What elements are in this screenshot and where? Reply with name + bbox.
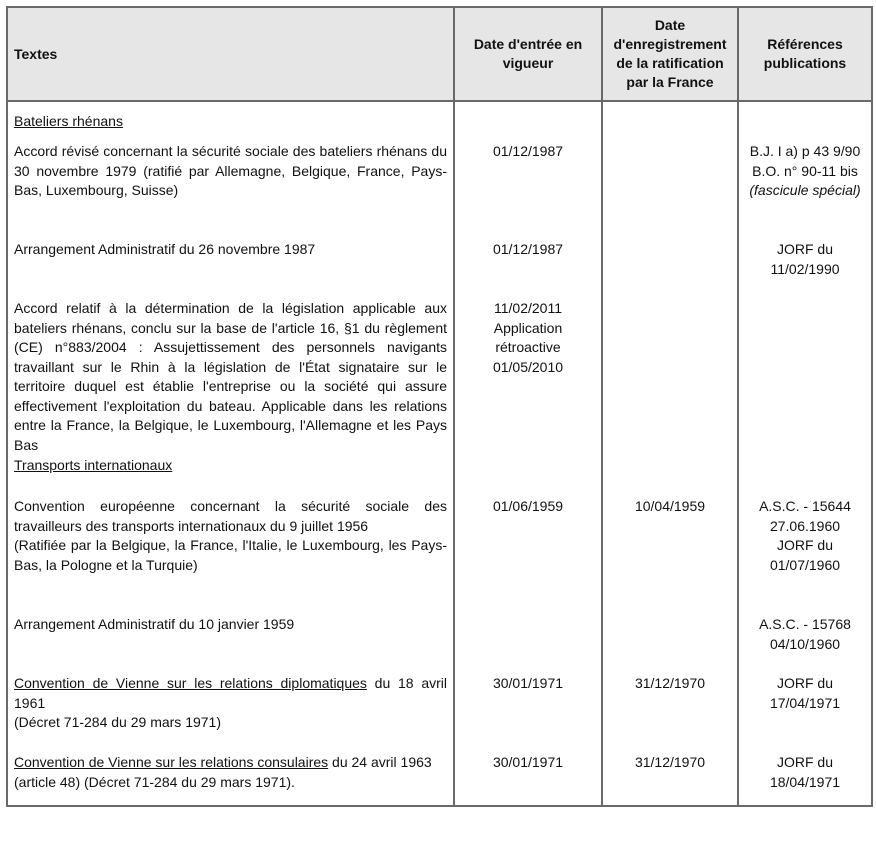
row-ratification-date: 31/12/1970 — [634, 675, 706, 691]
header-entry-date: Date d'entrée en vigueur — [454, 7, 602, 101]
row-reference: 17/04/1971 — [769, 694, 841, 711]
convention-diplomatic-link[interactable]: Convention de Vienne sur les relations diplomatiques — [14, 675, 367, 691]
table-row — [7, 299, 872, 456]
row-reference: JORF du — [776, 537, 833, 553]
row-entry-date: 01/12/1987 — [492, 241, 564, 257]
row-reference: 01/07/1960 — [769, 556, 841, 573]
row-reference: 11/02/1990 — [770, 260, 840, 277]
row-text-note: (Décret 71-284 du 29 mars 1971) — [14, 714, 221, 730]
convention-consular-link[interactable]: Convention de Vienne sur les relations consulaires — [14, 754, 329, 770]
row-reference: A.S.C. - 15768 — [759, 616, 851, 632]
row-entry-date: 01/06/1959 — [492, 498, 564, 514]
row-entry-date: 30/01/1971 — [492, 675, 564, 691]
section-title-rhine: Bateliers rhénans — [14, 113, 123, 129]
row-reference: B.J. I a) p 43 9/90 — [749, 143, 861, 159]
row-text: Convention européenne concernant la sécurité sociale des travailleurs des transports internationaux du 9 juillet 1956 — [14, 498, 447, 534]
table-header — [7, 7, 872, 101]
treaties-table — [6, 6, 873, 807]
table-row — [7, 240, 872, 299]
row-reference: 27.06.1960 — [769, 517, 841, 534]
table-row — [7, 753, 872, 806]
section-row — [7, 456, 872, 497]
row-reference: (fascicule spécial) — [749, 182, 861, 198]
section-row — [7, 101, 872, 142]
row-ratification-date: 10/04/1959 — [634, 498, 706, 514]
header-texts: Textes — [7, 7, 454, 101]
header-references: Références publications — [738, 7, 872, 101]
row-text-note: (Ratifiée par la Belgique, la France, l'Italie, le Luxembourg, les Pays-Bas, la Pologne et la Turquie) — [14, 537, 447, 573]
table-row — [7, 497, 872, 615]
row-reference: 04/10/1960 — [769, 635, 841, 652]
row-entry-date: 30/01/1971 — [492, 754, 564, 770]
table-row — [7, 674, 872, 753]
row-reference: JORF du — [776, 675, 833, 691]
row-text: Accord relatif à la détermination de la législation applicable aux bateliers rhénans, conclu sur la base de l'article 16, §1 du règlement (CE) n°883/2004 : Assujettissement des personnels navigants travaillant sur le Rhin à la législation de l'État signataire sur le territoire duquel est établie l'entreprise ou la société qui assure effectivement l'exploitation du bateau. Applicable dans les relations entre la France, la Belgique, le Luxembourg, l'Allemagne et les Pays Bas — [14, 300, 447, 453]
row-text: Arrangement Administratif du 26 novembre 1987 — [14, 241, 316, 257]
row-entry-note: Application rétroactive — [493, 319, 563, 355]
row-entry-date: 11/02/2011 — [494, 300, 562, 316]
row-reference: 18/04/1971 — [769, 773, 841, 790]
row-ratification-date: 31/12/1970 — [634, 754, 706, 770]
row-text: du 24 avril 1963 — [328, 754, 432, 770]
row-reference: JORF du — [776, 754, 833, 770]
header-ratification-date: Date d'enregistrement de la ratification par la France — [602, 7, 738, 101]
row-text: du 18 avril 1961 — [14, 675, 447, 711]
row-entry-date: 01/05/2010 — [492, 358, 564, 375]
table-row — [7, 615, 872, 674]
table-row — [7, 142, 872, 240]
row-reference: A.S.C. - 15644 — [759, 498, 851, 514]
row-entry-date: 01/12/1987 — [492, 143, 564, 159]
row-reference: B.O. n° 90-11 bis — [752, 162, 858, 179]
row-text: Accord révisé concernant la sécurité sociale des bateliers rhénans du 30 novembre 1979 (ratifié par Allemagne, Belgique, France, Pays-Bas, Luxembourg, Suisse) — [14, 143, 447, 198]
row-text-note: (article 48) (Décret 71-284 du 29 mars 1971). — [14, 773, 295, 790]
row-text: Arrangement Administratif du 10 janvier 1959 — [14, 616, 295, 632]
section-title-transport: Transports internationaux — [14, 457, 173, 473]
row-reference: JORF du — [776, 241, 833, 257]
